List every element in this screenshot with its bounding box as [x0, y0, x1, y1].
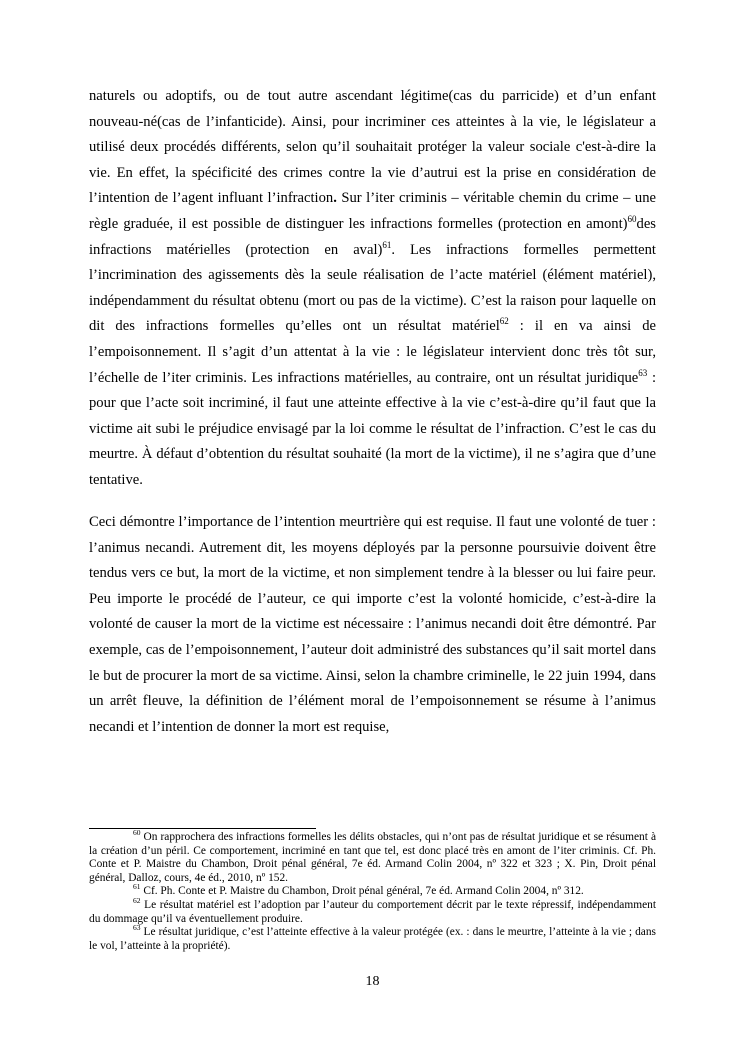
footnote-ref-63[interactable]: 63	[638, 367, 648, 378]
paragraph-1-bold-period: .	[333, 190, 337, 207]
footnote-text: On rapprochera des infractions formelles les délits obstacles, qui n’ont pas de résultat juridique et se résument à la création d’un péril. Ce comportement, incriminé en tant que tel, est donc placé très en amont de l’iter criminis. Cf. Ph. Conte et P. Maistre du Chambon, Droit pénal général, 7e éd. Armand Colin 2004, nº 322 et 323 ; X. Pin, Droit pénal général, Dalloz, cours, 4e éd., 2010, nº 152.	[89, 831, 656, 884]
paragraph-1-text-b: Sur l’iter criminis – véritable chemin du crime – une règle graduée, il est possible de distinguer les infractions formelles (protection en amont)	[89, 190, 656, 232]
footnote-separator	[89, 828, 316, 829]
footnote-number: 60	[133, 828, 141, 838]
page-number: 18	[365, 974, 380, 989]
paragraph-1-text-c: des infractions matérielles (protection en aval)	[89, 215, 656, 258]
paragraph-1-text-e: : il en va ainsi de l’empoisonnement. Il s’agit d’un attentat à la vie : le législateur intervient donc très tôt sur, l’échelle de l’iter criminis. Les infractions matérielles, au contraire, ont un résultat juridique	[89, 318, 656, 386]
footnotes-section	[89, 828, 656, 953]
footnote-text: Le résultat juridique, c’est l’atteinte effective à la valeur protégée (ex. : dans le meurtre, l’atteinte à la vie ; dans le vol, l’atteinte à la propriété).	[89, 926, 656, 952]
body-paragraph-1	[89, 84, 656, 494]
paragraph-1-text-d: . Les infractions formelles permettent l’incrimination des agissements dès la seule réalisation de l’acte matériel (élément matériel), indépendamment du résultat obtenu (mort ou pas de la victime). C’est la raison pour laquelle on dit des infractions formelles qu’elles ont un résultat matériel	[89, 241, 656, 335]
footnote-60	[89, 828, 656, 885]
footnote-number: 62	[133, 896, 141, 906]
footnote-number: 63	[133, 923, 141, 933]
footnote-text: Le résultat matériel est l’adoption par l’auteur du comportement décrit par le texte répressif, indépendamment du dommage qu’il va éventuellement produire.	[89, 898, 656, 925]
footnote-ref-62[interactable]: 62	[499, 316, 509, 327]
footnote-ref-61[interactable]: 61	[382, 239, 392, 250]
paragraph-1-text-a: naturels ou adoptifs, ou de tout autre ascendant légitime(cas du parricide) et d’un enfant nouveau-né(cas de l’infanticide). Ainsi, pour incriminer ces atteintes à la vie, le législateur a utilisé deux procédés différents, selon qu’il souhaitait protéger la valeur sociale c'est-à-dire la vie. En effet, la spécificité des crimes contre la vie d’autrui est la prise en considération de l’intention de l’agent influant l’infraction	[89, 88, 656, 207]
footnote-number: 61	[133, 882, 141, 892]
paragraph-1-text-f: : pour que l’acte soit incriminé, il faut une atteinte effective à la vie c’est-à-dire qu’il faut que la victime ait subi le préjudice envisagé par la loi comme le résultat de l’infraction. C’est le cas du meurtre. À défaut d’obtention du résultat souhaité (la mort de la victime), il ne s’agira que d’une tentative.	[89, 369, 656, 488]
body-paragraph-2: Ceci démontre l’importance de l’intention meurtrière qui est requise. Il faut une volonté de tuer : l’animus necandi. Autrement dit, les moyens déployés par la personne poursuivie doivent être tendus vers ce but, la mort de la victime, et non simplement tendre à la blesser ou lui faire peur. Peu importe le procédé de l’auteur, ce qui importe c’est la volonté homicide, c’est-à-dire la volonté de causer la mort de la victime est nécessaire : l’animus necandi doit être démontré. Par exemple, cas de l’empoisonnement, l’auteur doit administré des substances qu’il sait mortel dans le but de procurer la mort de sa victime. Ainsi, selon la chambre criminelle, le 22 juin 1994, dans un arrêt fleuve, la définition de l’élément moral de l’empoisonnement se résume à l’animus necandi et l’intention de donner la mort est requise,	[89, 514, 656, 735]
footnote-62	[89, 896, 656, 926]
footnote-61	[89, 882, 656, 899]
footnote-text: Cf. Ph. Conte et P. Maistre du Chambon, Droit pénal général, 7e éd. Armand Colin 2004, nº 312.	[140, 885, 584, 898]
footnote-ref-60[interactable]: 60	[627, 214, 637, 225]
footnote-63	[89, 923, 656, 953]
